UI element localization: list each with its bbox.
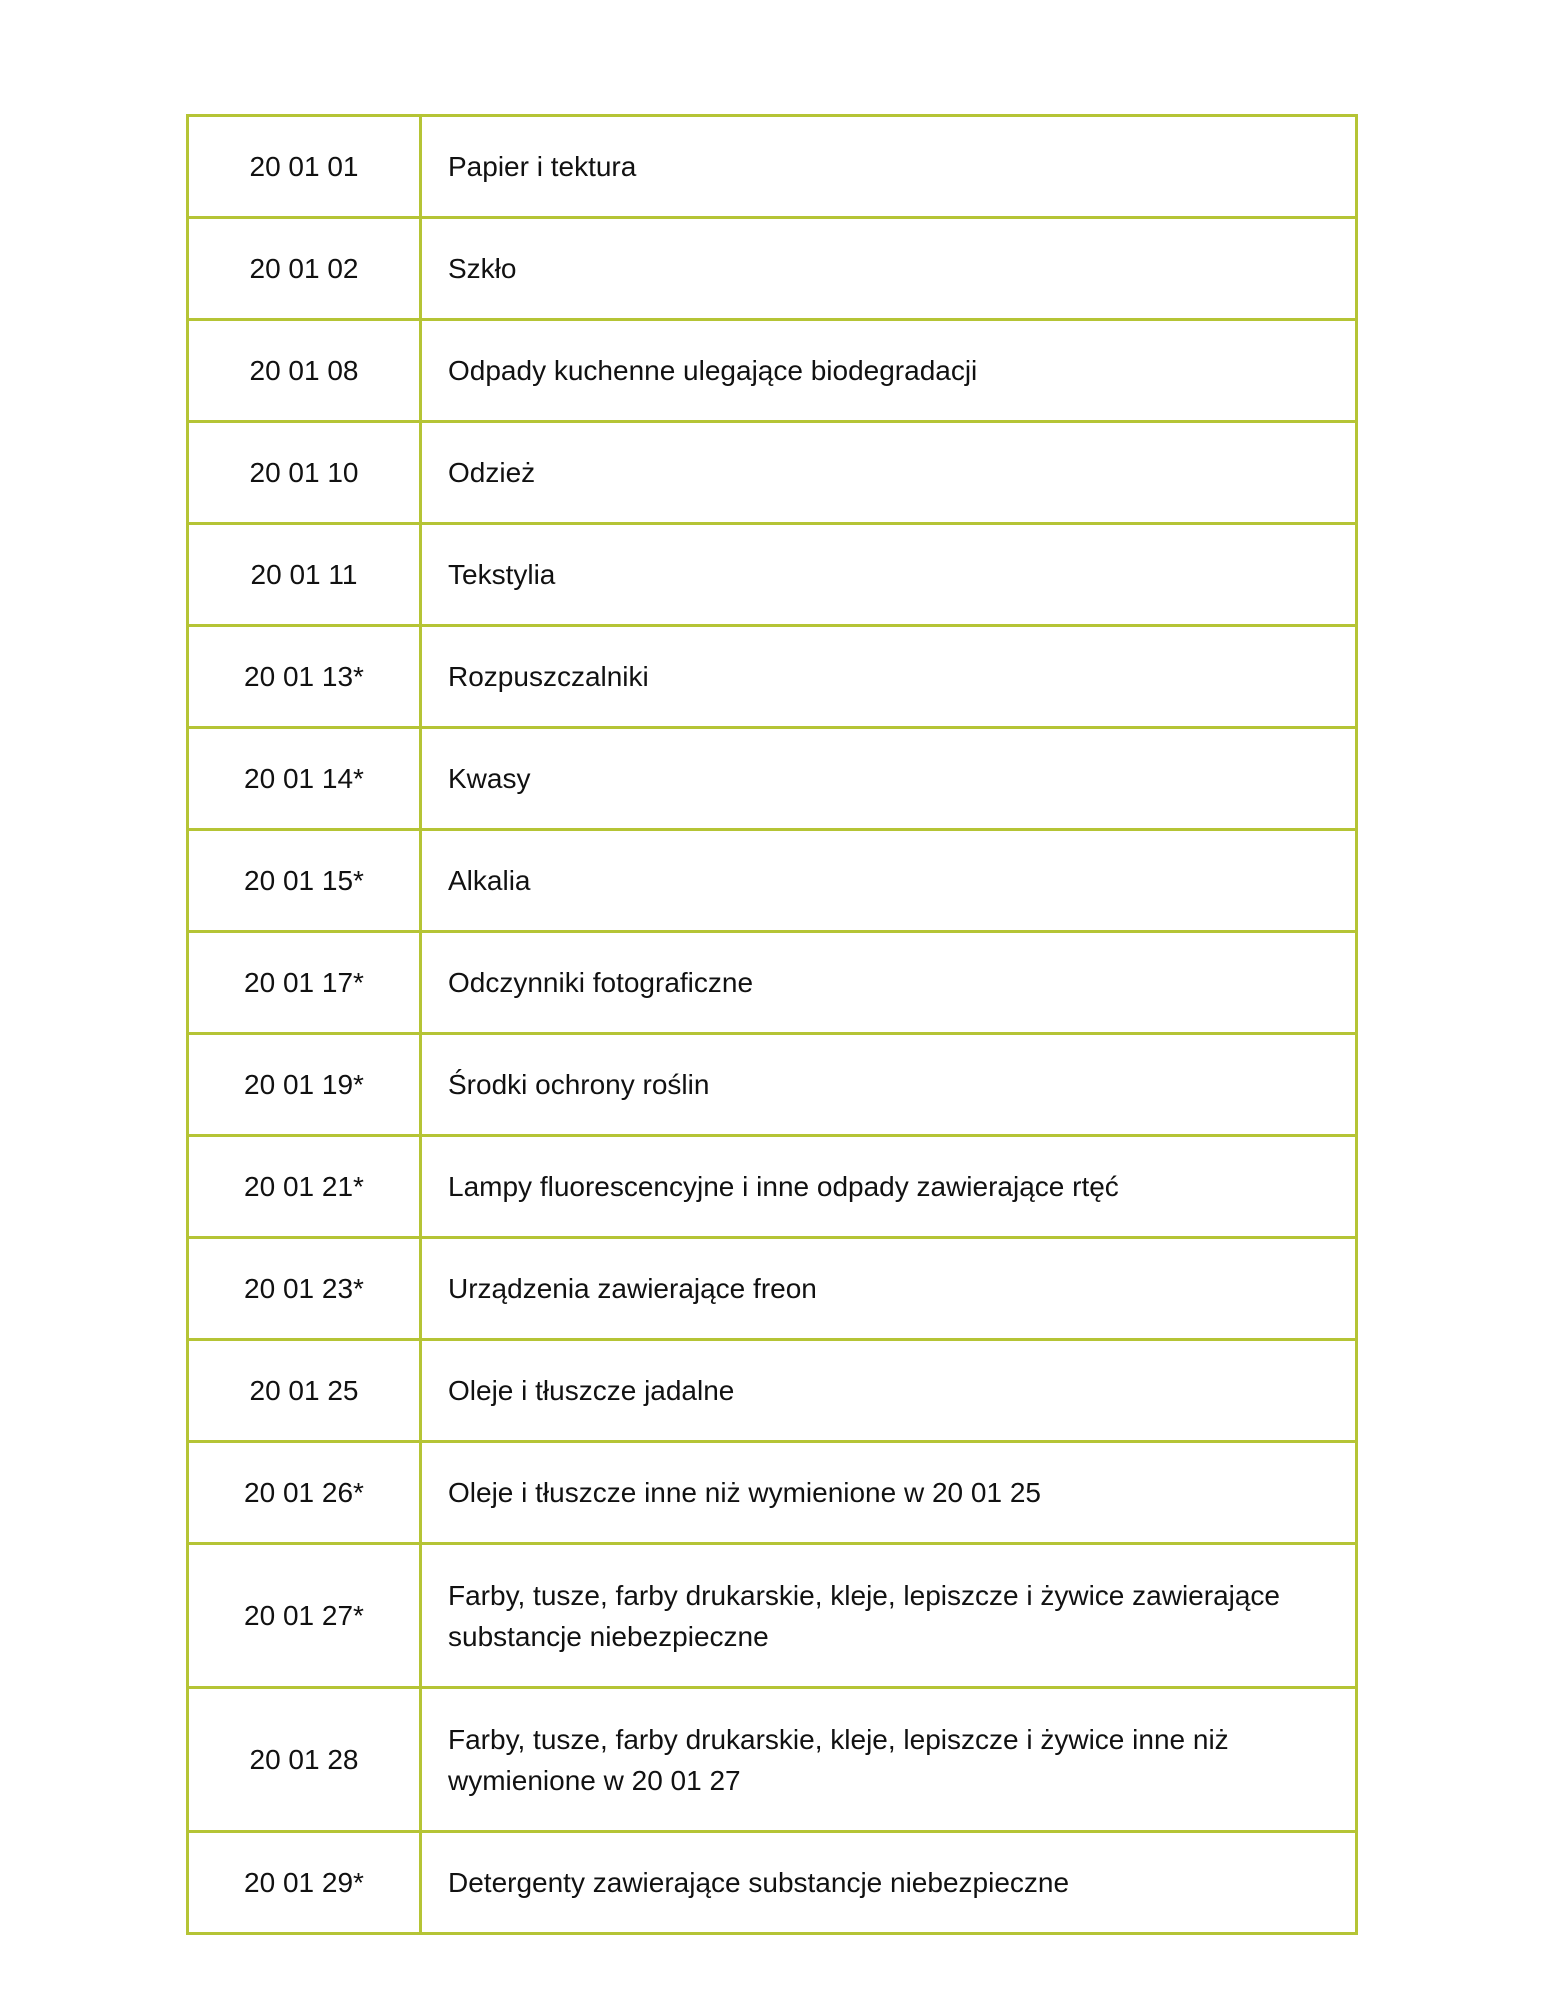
table-row: [188, 1136, 1357, 1238]
table-row: [188, 320, 1357, 422]
waste-code-cell: 20 01 11: [188, 524, 421, 626]
waste-code-cell: 20 01 08: [188, 320, 421, 422]
waste-description-cell: Papier i tektura: [421, 116, 1357, 218]
waste-code-cell: 20 01 15*: [188, 830, 421, 932]
waste-code-cell: 20 01 26*: [188, 1442, 421, 1544]
waste-code-cell: 20 01 25: [188, 1340, 421, 1442]
waste-code-cell: 20 01 01: [188, 116, 421, 218]
waste-code-cell: 20 01 10: [188, 422, 421, 524]
table-row: [188, 1034, 1357, 1136]
waste-description-cell: Lampy fluorescencyjne i inne odpady zawierające rtęć: [421, 1136, 1357, 1238]
waste-description-cell: Oleje i tłuszcze inne niż wymienione w 20 01 25: [421, 1442, 1357, 1544]
waste-code-cell: 20 01 28: [188, 1688, 421, 1832]
table-row: [188, 524, 1357, 626]
waste-description-cell: Odzież: [421, 422, 1357, 524]
waste-description-cell: Detergenty zawierające substancje niebezpieczne: [421, 1832, 1357, 1934]
waste-code-cell: 20 01 17*: [188, 932, 421, 1034]
waste-code-cell: 20 01 21*: [188, 1136, 421, 1238]
waste-description-cell: Rozpuszczalniki: [421, 626, 1357, 728]
waste-code-cell: 20 01 29*: [188, 1832, 421, 1934]
waste-description-cell: Oleje i tłuszcze jadalne: [421, 1340, 1357, 1442]
waste-description-cell: Urządzenia zawierające freon: [421, 1238, 1357, 1340]
table-row: [188, 1238, 1357, 1340]
waste-description-cell: Środki ochrony roślin: [421, 1034, 1357, 1136]
table-row: [188, 932, 1357, 1034]
waste-description-cell: Farby, tusze, farby drukarskie, kleje, lepiszcze i żywice zawierające substancje niebezpieczne: [421, 1544, 1357, 1688]
waste-code-cell: 20 01 19*: [188, 1034, 421, 1136]
waste-code-cell: 20 01 14*: [188, 728, 421, 830]
waste-code-cell: 20 01 13*: [188, 626, 421, 728]
waste-description-cell: Odczynniki fotograficzne: [421, 932, 1357, 1034]
waste-description-cell: Kwasy: [421, 728, 1357, 830]
table-row: [188, 1544, 1357, 1688]
waste-code-table-body: [188, 116, 1357, 1934]
table-row: [188, 626, 1357, 728]
waste-code-table: [186, 114, 1358, 1935]
table-row: [188, 1340, 1357, 1442]
table-row: [188, 1442, 1357, 1544]
waste-description-cell: Alkalia: [421, 830, 1357, 932]
waste-description-cell: Szkło: [421, 218, 1357, 320]
table-row: [188, 116, 1357, 218]
table-row: [188, 1832, 1357, 1934]
table-row: [188, 728, 1357, 830]
waste-code-cell: 20 01 02: [188, 218, 421, 320]
table-row: [188, 830, 1357, 932]
waste-code-cell: 20 01 23*: [188, 1238, 421, 1340]
table-row: [188, 218, 1357, 320]
waste-description-cell: Odpady kuchenne ulegające biodegradacji: [421, 320, 1357, 422]
table-row: [188, 1688, 1357, 1832]
waste-code-cell: 20 01 27*: [188, 1544, 421, 1688]
waste-description-cell: Tekstylia: [421, 524, 1357, 626]
waste-description-cell: Farby, tusze, farby drukarskie, kleje, lepiszcze i żywice inne niż wymienione w 20 01 27: [421, 1688, 1357, 1832]
table-row: [188, 422, 1357, 524]
